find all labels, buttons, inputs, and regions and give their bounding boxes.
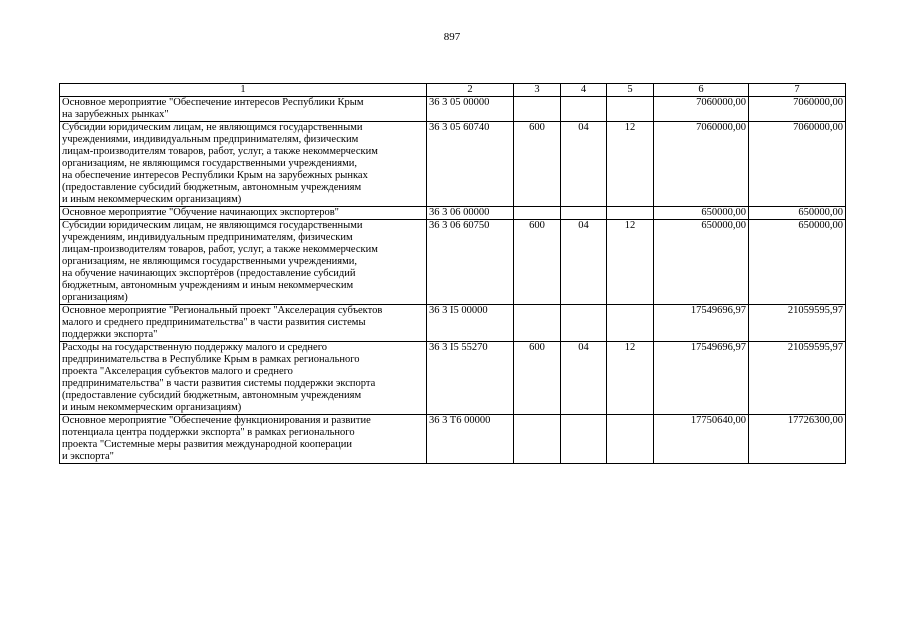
expense-type-code: 600 bbox=[514, 220, 561, 305]
expense-type-code bbox=[514, 415, 561, 464]
expense-type-code: 600 bbox=[514, 122, 561, 207]
amount-column-7: 650000,00 bbox=[749, 207, 846, 220]
section-code bbox=[561, 97, 607, 122]
amount-column-7: 7060000,00 bbox=[749, 97, 846, 122]
column-header: 7 bbox=[749, 84, 846, 97]
row-description: Основное мероприятие "Обеспечение интересов Республики Крым на зарубежных рынках" bbox=[60, 97, 427, 122]
target-article-code: 36 3 06 00000 bbox=[427, 207, 514, 220]
subsection-code: 12 bbox=[607, 122, 654, 207]
subsection-code bbox=[607, 305, 654, 342]
column-header: 5 bbox=[607, 84, 654, 97]
subsection-code: 12 bbox=[607, 342, 654, 415]
row-description: Основное мероприятие "Региональный проект "Акселерация субъектов малого и среднего предпринимательства" в части развития системы поддержки экспорта" bbox=[60, 305, 427, 342]
expense-type-code bbox=[514, 305, 561, 342]
expense-type-code bbox=[514, 97, 561, 122]
column-header: 6 bbox=[654, 84, 749, 97]
section-code: 04 bbox=[561, 122, 607, 207]
target-article-code: 36 3 I5 55270 bbox=[427, 342, 514, 415]
subsection-code bbox=[607, 97, 654, 122]
row-description: Основное мероприятие "Обучение начинающих экспортеров" bbox=[60, 207, 427, 220]
table-row bbox=[60, 305, 846, 342]
amount-column-6: 7060000,00 bbox=[654, 122, 749, 207]
budget-table bbox=[59, 83, 846, 464]
row-description: Основное мероприятие "Обеспечение функционирования и развитие потенциала центра поддержки экспорта" в рамках регионального проекта "Системные меры развития международной кооперации и экспорта" bbox=[60, 415, 427, 464]
amount-column-6: 650000,00 bbox=[654, 207, 749, 220]
column-header: 2 bbox=[427, 84, 514, 97]
column-header: 1 bbox=[60, 84, 427, 97]
section-code bbox=[561, 207, 607, 220]
amount-column-7: 7060000,00 bbox=[749, 122, 846, 207]
row-description: Расходы на государственную поддержку малого и среднего предпринимательства в Республике Крым в рамках регионального проекта "Акселерация субъектов малого и среднего предпринимательства" в части развития системы поддержки экспорта (предоставление субсидий бюджетным, автономным учреждениям и иным некоммерческим организациям) bbox=[60, 342, 427, 415]
section-code bbox=[561, 415, 607, 464]
target-article-code: 36 3 05 60740 bbox=[427, 122, 514, 207]
table-row bbox=[60, 342, 846, 415]
amount-column-6: 17549696,97 bbox=[654, 342, 749, 415]
expense-type-code: 600 bbox=[514, 342, 561, 415]
column-number-row bbox=[60, 84, 846, 97]
section-code: 04 bbox=[561, 220, 607, 305]
subsection-code bbox=[607, 207, 654, 220]
expense-type-code bbox=[514, 207, 561, 220]
section-code bbox=[561, 305, 607, 342]
amount-column-6: 650000,00 bbox=[654, 220, 749, 305]
table-row bbox=[60, 97, 846, 122]
amount-column-6: 17549696,97 bbox=[654, 305, 749, 342]
amount-column-7: 21059595,97 bbox=[749, 305, 846, 342]
amount-column-6: 17750640,00 bbox=[654, 415, 749, 464]
amount-column-6: 7060000,00 bbox=[654, 97, 749, 122]
section-code: 04 bbox=[561, 342, 607, 415]
row-description: Субсидии юридическим лицам, не являющимся государственными учреждениями, индивидуальным предпринимателям, физическим лицам-производителям товаров, работ, услуг, а также некоммерческим организациям, не являющимся государственными учреждениями, на обеспечение интересов Республики Крым на зарубежных рынках (предоставление субсидий бюджетным, автономным учреждениям и иным некоммерческим организациям) bbox=[60, 122, 427, 207]
amount-column-7: 21059595,97 bbox=[749, 342, 846, 415]
target-article-code: 36 3 06 60750 bbox=[427, 220, 514, 305]
page-number: 897 bbox=[443, 31, 461, 43]
column-header: 3 bbox=[514, 84, 561, 97]
target-article-code: 36 3 I5 00000 bbox=[427, 305, 514, 342]
column-header: 4 bbox=[561, 84, 607, 97]
row-description: Субсидии юридическим лицам, не являющимся государственными учреждениям, индивидуальным предпринимателям, физическим лицам-производителям товаров, работ, услуг, а также некоммерческим организациям, не являющимся государственными учреждениями, на обучение начинающих экспортёров (предоставление субсидий бюджетным, автономным учреждениям и иным некоммерческим организациям) bbox=[60, 220, 427, 305]
table-row bbox=[60, 122, 846, 207]
table-row bbox=[60, 207, 846, 220]
table-row bbox=[60, 220, 846, 305]
table-row bbox=[60, 415, 846, 464]
subsection-code bbox=[607, 415, 654, 464]
amount-column-7: 650000,00 bbox=[749, 220, 846, 305]
amount-column-7: 17726300,00 bbox=[749, 415, 846, 464]
target-article-code: 36 3 T6 00000 bbox=[427, 415, 514, 464]
target-article-code: 36 3 05 00000 bbox=[427, 97, 514, 122]
subsection-code: 12 bbox=[607, 220, 654, 305]
